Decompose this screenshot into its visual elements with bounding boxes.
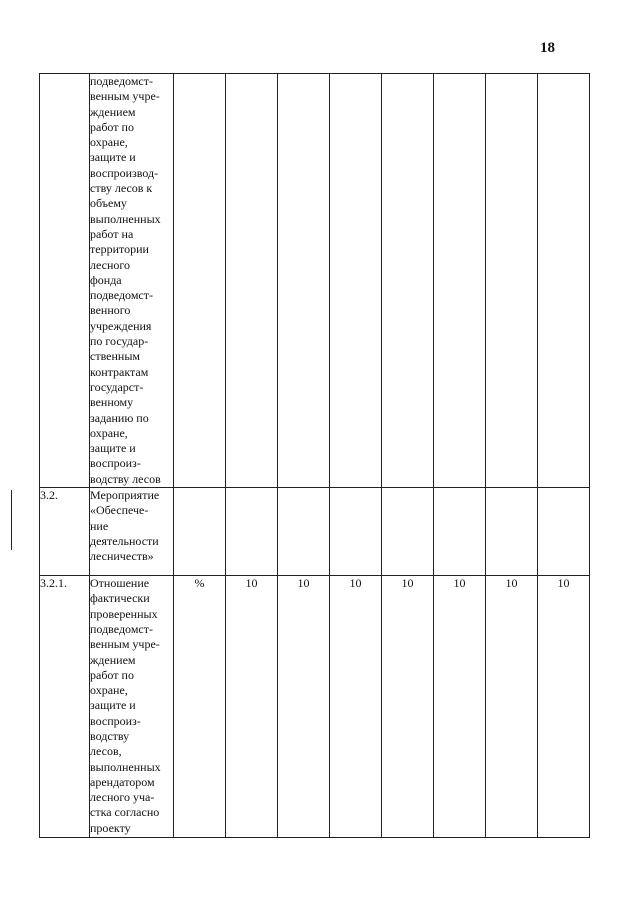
- row-description: Отношение фактически проверенных подведомст- венным учре- ждением работ по охране, защите и воспроиз- водству лесов, выполненных арендатором лесного уча- стка согласно проекту: [90, 576, 174, 838]
- row-value: [382, 74, 434, 488]
- indicator-table: [39, 73, 590, 838]
- row-value: [486, 488, 538, 576]
- row-value: [226, 488, 278, 576]
- row-value: [538, 488, 590, 576]
- row-number: 3.2.1.: [40, 576, 90, 838]
- row-value: 10: [486, 576, 538, 838]
- row-value: [226, 74, 278, 488]
- row-value: 10: [382, 576, 434, 838]
- row-value: 10: [434, 576, 486, 838]
- row-value: [434, 74, 486, 488]
- table-row: [40, 74, 590, 488]
- row-value: 10: [330, 576, 382, 838]
- row-value: [278, 488, 330, 576]
- margin-mark: [11, 490, 12, 550]
- row-value: [382, 488, 434, 576]
- row-unit: [174, 74, 226, 488]
- row-value: [330, 74, 382, 488]
- row-description: Мероприятие «Обеспече- ние деятельности лесничеств»: [90, 488, 174, 576]
- row-value: 10: [226, 576, 278, 838]
- row-value: [538, 74, 590, 488]
- row-value: [330, 488, 382, 576]
- row-description: подведомст- венным учре- ждением работ по охране, защите и воспроизвод- ству лесов к объему выполненных работ на территории лесного фонда подведомст- венного учреждения по государ- ственным контрактам государст- венному заданию по охране, защите и воспроиз- водству лесов: [90, 74, 174, 488]
- table-row: [40, 488, 590, 576]
- row-number: 3.2.: [40, 488, 90, 576]
- row-number: [40, 74, 90, 488]
- page-number: 18: [540, 40, 555, 56]
- row-value: [434, 488, 486, 576]
- table-row: [40, 576, 590, 838]
- row-value: 10: [278, 576, 330, 838]
- row-value: [278, 74, 330, 488]
- row-unit: %: [174, 576, 226, 838]
- row-unit: [174, 488, 226, 576]
- row-value: [486, 74, 538, 488]
- row-value: 10: [538, 576, 590, 838]
